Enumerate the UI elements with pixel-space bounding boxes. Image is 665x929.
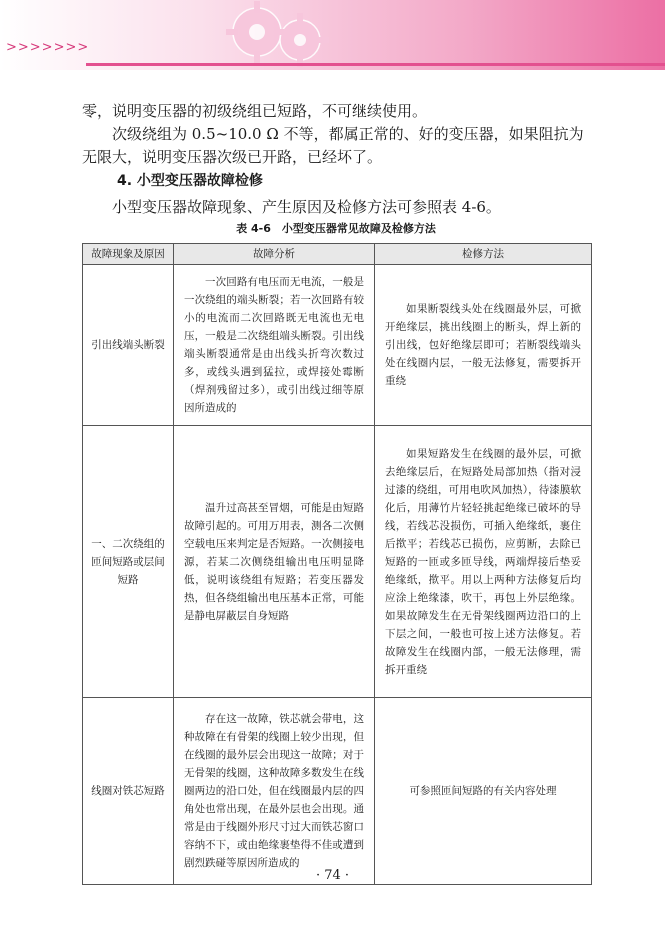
section-heading: 4. 小型变压器故障检修 (117, 173, 263, 189)
symptom-cell: 引出线端头断裂 (83, 265, 174, 426)
chevron-decoration: >>>>>>> (6, 40, 90, 55)
table-row (83, 426, 592, 698)
column-header: 故障现象及原因 (83, 244, 174, 265)
table-row (83, 698, 592, 885)
symptom-cell: 线圈对铁芯短路 (83, 698, 174, 885)
fault-table (82, 243, 592, 885)
table-caption: 表 4-6 小型变压器常见故障及检修方法 (236, 222, 436, 235)
analysis-cell: 温升过高甚至冒烟，可能是由短路故障引起的。可用万用表，测各二次侧空载电压来判定是否短路。一次侧接电源，若某二次侧绕组输出电压明显降低，说明该绕组有短路；若变压器发热，但各绕组输出电压基本正常，可能是静电屏蔽层自身短路 (174, 426, 375, 698)
column-header: 检修方法 (375, 244, 592, 265)
page-number: · 74 · (315, 868, 350, 883)
table-row (83, 265, 592, 426)
repair-cell: 如果短路发生在线圈的最外层，可掀去绝缘层后，在短路处局部加热（指对浸过漆的绕组，可用电吹风加热），待漆膜软化后，用薄竹片轻轻挑起绝缘已破坏的导线，若线芯没损伤，可插入绝缘纸，裹住后揿平；若线芯已损伤，应剪断，去除已短路的一匝或多匝导线，两端焊接后垫妥绝缘纸，揿平。用以上两种方法修复后均应涂上绝缘漆，吹干，再包上外层绝缘。如果故障发生在无骨架线圈两边沿口的上下层之间，一般也可按上述方法修复。若故障发生在线圈内部，一般无法修理，需拆开重绕 (375, 426, 592, 698)
header-rule (86, 63, 665, 66)
column-header: 故障分析 (174, 244, 375, 265)
gear-decoration-icon (222, 0, 332, 70)
symptom-cell: 一、二次绕组的匝间短路或层间短路 (83, 426, 174, 698)
paragraph-3: 小型变压器故障现象、产生原因及检修方法可参照表 4-6。 (112, 198, 501, 216)
table-header-row (83, 244, 592, 265)
analysis-cell: 一次回路有电压而无电流，一般是一次绕组的端头断裂；若一次回路有较小的电流而二次回路既无电流也无电压，一般是二次绕组端头断裂。引出线端头断裂通常是由出线头折弯次数过多，或线头遇到猛拉，或焊接处霉断（焊剂残留过多），或引出线过细等原因所造成的 (174, 265, 375, 426)
page-header (0, 0, 665, 70)
paragraph-1: 零，说明变压器的初级绕组已短路，不可继续使用。 (82, 102, 428, 120)
analysis-cell: 存在这一故障，铁芯就会带电，这种故障在有骨架的线圈上较少出现，但在线圈的最外层会出现这一故障；对于无骨架的线圈，这种故障多数发生在线圈两边的沿口处，但在线圈最内层的四角处也常出现，在最外层也会出现。通常是由于线圈外形尺寸过大而铁芯窗口容纳不下，或由绝缘裹垫得不佳或遭到剧烈跌碰等原因所造成的 (174, 698, 375, 885)
repair-cell: 如果断裂线头处在线圈最外层，可掀开绝缘层，挑出线圈上的断头，焊上新的引出线，包好绝缘层即可；若断裂线端头处在线圈内层，一般无法修复，需要拆开重绕 (375, 265, 592, 426)
paragraph-2: 次级绕组为 0.5~10.0 Ω 不等，都属正常的、好的变压器，如果阻抗为无限大，说明变压器次级已开路，已经坏了。 (82, 125, 584, 166)
repair-cell: 可参照匝间短路的有关内容处理 (375, 698, 592, 885)
